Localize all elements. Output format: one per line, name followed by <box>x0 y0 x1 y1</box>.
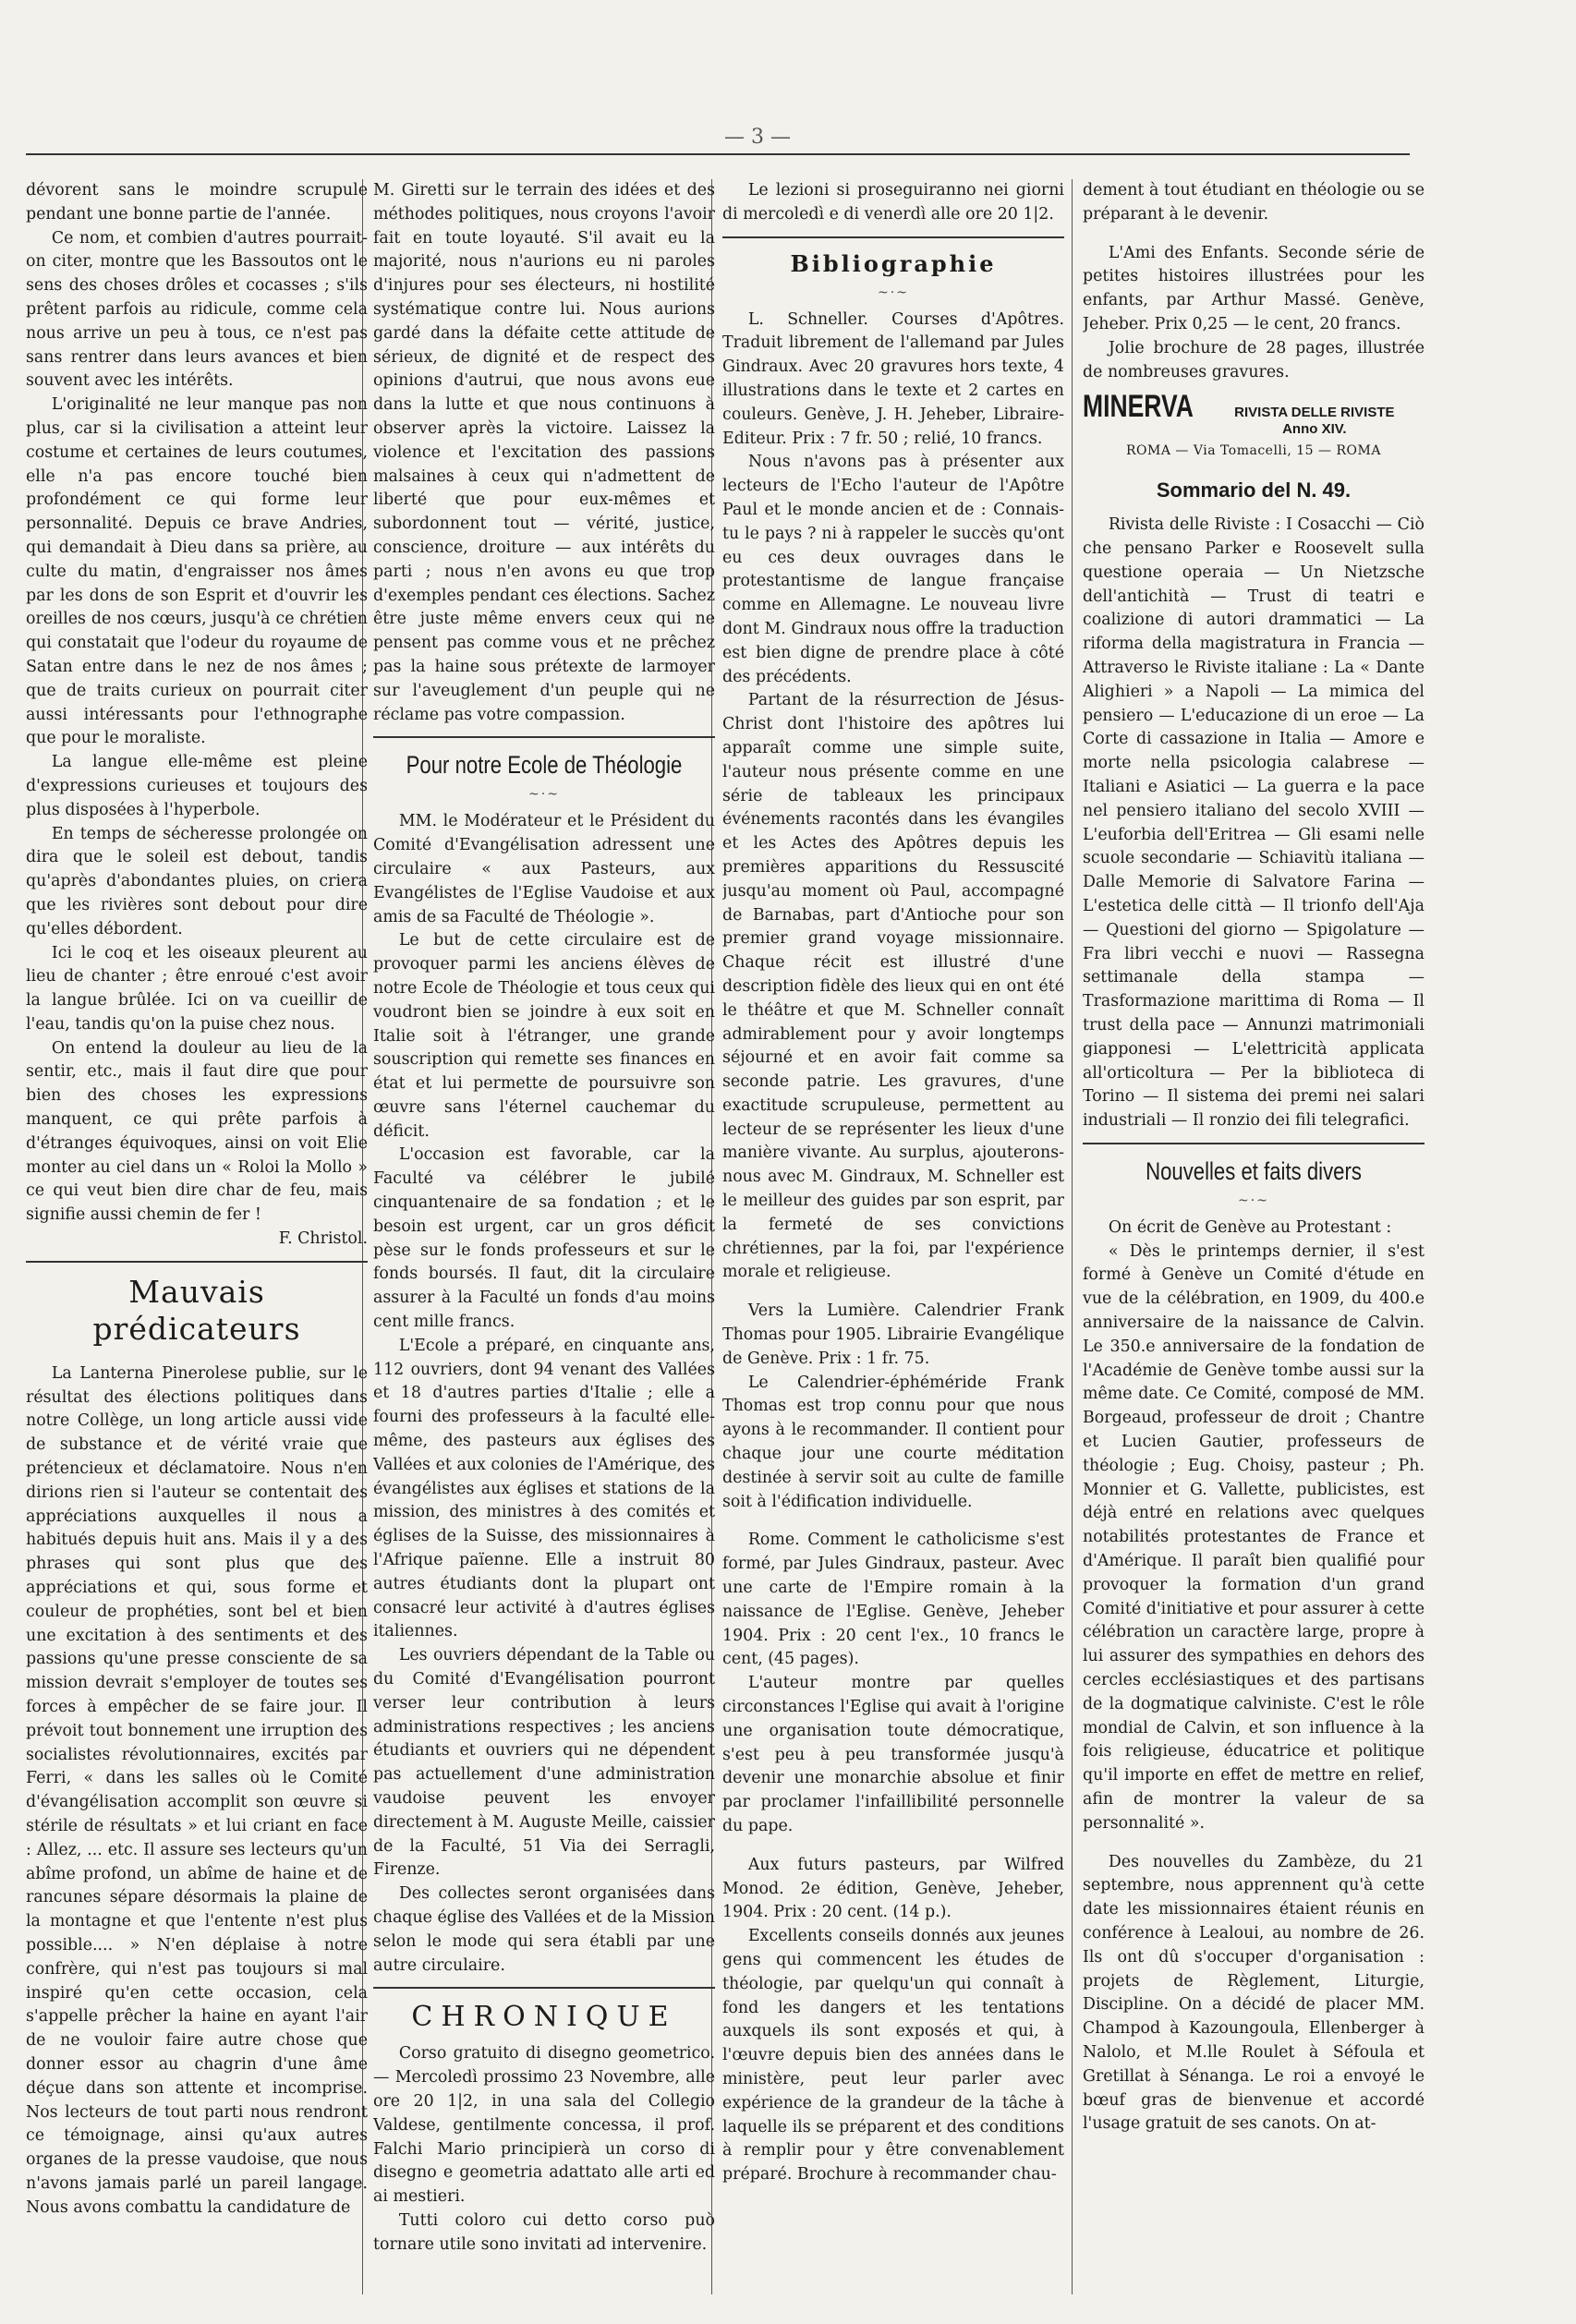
ornament-divider: ~·~ <box>1238 1192 1269 1208</box>
paragraph: Jolie brochure de 28 pages, illustrée de nombreuses gravures. <box>1083 338 1424 381</box>
paragraph: La Lanterna Pinerolese publie, sur le résultat des élections politiques dans notre Collège, un long article aussi vide de substance et de vérité vraie que prétencieux et déclamatoire. Nous n'en dirions rien si l'auteur se contentait des appréciations auxquelles il nous a habitués depuis huit ans. Mais il y a des phrases qui sont plus que des appréciations et qui, sous forme et couleur de prophéties, sont bel et bien une excitation à des sentiments et des passions qu'une presse consciente de sa mission devrait s'employer de toutes ses forces à empêcher de se faire jour. Il prévoit tout bonnement une irruption des socialistes révolutionnaires, excités par Ferri, « dans les salles où le Comité d'évangélisation accomplit son œuvre si stérile de résultats » et lui criant en face : Allez, ... etc. Il assure ses lecteurs qu'un abîme profond, un abîme de haine et de rancunes sépare désormais la plaine de la montagne et que l'entente n'est plus possible.... » N'en déplaise à notre confrère, qui n'est pas toujours si mal inspiré qu'en cette occasion, cela s'appelle prêcher la haine en ayant l'air de ne vouloir faire autre chose que donner essor au chagrin d'une âme déçue dans son attente et incomprise. Nos lecteurs de tout parti nous rendront ce témoignage, ainsi qu'aux autres organes de la presse vaudoise, que nous n'avons jamais parlé un pareil langage. Nous avons combattu la candidature de <box>26 1363 368 2217</box>
paragraph: L'auteur montre par quelles circonstances l'Eglise qui avait à l'origine une organisation toute démocratique, s'est peu à peu transformée jusqu'à devenir une monarchie absolue et finir par proclamer l'infaillibilité personnelle du pape. <box>722 1674 1064 1835</box>
paragraph: Le lezioni si proseguiranno nei giorni di mercoledì e di venerdì alle ore 20 1|2. <box>722 181 1064 224</box>
column-4 <box>1083 179 1424 2294</box>
paragraph: L'Ami des Enfants. Seconde série de petites histoires illustrées pour les enfants, par Arthur Massé. Genève, Jeheber. Prix 0,25 — le cent, 20 francs. <box>1083 243 1424 333</box>
paragraph: Des collectes seront organisées dans chaque église des Vallées et de la Mission selon le mode qui sera établi par une autre circulaire. <box>373 1884 715 1975</box>
column-3 <box>722 179 1064 2294</box>
paragraph: Aux futurs pasteurs, par Wilfred Monod. 2e édition, Genève, Jeheber, 1904. Prix : 20 cent. (14 p.). <box>722 1855 1064 1922</box>
paragraph: En temps de sécheresse prolongée on dira que le soleil est debout, tandis qu'après d'abondantes pluies, on criera que les rivières sont debout pour dire qu'elles débordent. <box>26 824 368 938</box>
paragraph: Vers la Lumière. Calendrier Frank Thomas pour 1905. Librairie Evangélique de Genève. Prix : 1 fr. 75. <box>722 1301 1064 1368</box>
minerva-year: Anno XIV. <box>1282 421 1347 438</box>
paragraph: La langue elle-même est pleine d'expressions curieuses et toujours des plus disposées à l'hyperbole. <box>26 753 368 819</box>
paragraph: On entend la douleur au lieu de la sentir, etc., mais il faut dire que pour bien des choses les expressions manquent, ce qui prête parfois à d'étranges équivoques, ainsi on voit Elie monter au ciel dans un « Roloi la Mollo » ce qui veut bien dire char de feu, mais signifie aussi chemin de fer ! <box>26 1038 368 1225</box>
section-heading: CHRONIQUE <box>411 2001 677 2034</box>
column-1 <box>26 179 368 2294</box>
column-2 <box>373 179 715 2294</box>
paragraph: Rome. Comment le catholicisme s'est formé, par Jules Gindraux, pasteur. Avec une carte de l'Empire romain à la naissance de l'Eglise. Genève, Jeheber 1904. Prix : 20 cent l'ex., 10 francs le cent, (45 pages). <box>722 1531 1064 1669</box>
paragraph: Nous n'avons pas à présenter aux lecteurs de l'Echo l'auteur de l'Apôtre Paul et le monde ancien et de : Connais-tu le pays ? ni à rappeler le succès qu'ont eu ces deux ouvrages dans le protestantisme de langue française comme en Allemagne. Le nouveau livre dont M. Gindraux nous offre la traduction est bien digne de prendre place à côté des précédents. <box>722 453 1064 686</box>
minerva-masthead <box>1083 389 1424 438</box>
paragraph: Partant de la résurrection de Jésus-Christ dont l'histoire des apôtres lui apparaît comme une simple suite, l'auteur nous présente comme en une série de tableaux les principaux événements racontés dans les évangiles et les Actes des Apôtres depuis les premières apparitions du Ressuscité jusqu'au moment où Paul, accompagné de Barnabas, part d'Antioche pour son premier grand voyage missionnaire. Chaque récit est illustré d'une description fidèle des lieux qui en ont été le théâtre et que M. Schneller connaît admirablement pour y avoir longtemps séjourné et en avoir fait comme sa seconde patrie. Les gravures, d'une exactitude scrupuleuse, permettent au lecteur de se représenter les lieux d'une manière vivante. Au surplus, ajouterons-nous avec M. Gindraux, M. Schneller est le meilleur des guides par son esprit, par la fermeté de ses convictions chrétiennes, par la foi, par l'expérience morale et religieuse. <box>722 691 1064 1282</box>
section-rule <box>26 1261 368 1263</box>
section-rule <box>373 736 715 738</box>
ornament-divider: ~·~ <box>878 284 909 300</box>
signature: F. Christol. <box>278 1229 368 1249</box>
ornament-divider: ~·~ <box>528 787 560 803</box>
section-heading: Pour notre Ecole de Théologie <box>406 751 683 780</box>
section-heading: Nouvelles et faits divers <box>1146 1156 1362 1185</box>
minerva-subtitle: RIVISTA DELLE RIVISTE <box>1234 405 1395 421</box>
page-number: — 3 — <box>724 126 791 149</box>
paragraph: L. Schneller. Courses d'Apôtres. Traduit librement de l'allemand par Jules Gindraux. Avec 20 gravures hors texte, 4 illustrations dans le texte et 2 cartes en couleurs. Genève, J. H. Jeheber, Libraire-Editeur. Prix : 7 fr. 50 ; relié, 10 francs. <box>722 309 1064 448</box>
minerva-address: ROMA — Via Tomacelli, 15 — ROMA <box>1126 443 1381 459</box>
section-heading: Bibliographie <box>790 249 997 277</box>
paragraph: Le but de cette circulaire est de provoquer parmi les anciens élèves de notre Ecole de Théologie et tous ceux qui voudront bien se joindre à eux soit en Italie soit à l'étranger, une grande souscription qui remette ses finances en état et lui permette de poursuivre son œuvre sans l'éternel cauchemar du déficit. <box>373 931 715 1141</box>
column-separator <box>1072 179 1073 2294</box>
paragraph: MM. le Modérateur et le Président du Comité d'Evangélisation adressent une circulaire « aux Pasteurs, aux Evangélistes de l'Eglise Vaudoise et aux amis de sa Faculté de Théologie ». <box>373 812 715 926</box>
paragraph: L'originalité ne leur manque pas non plus, car si la civilisation a atteint leur costume et certaines de leurs coutumes, elle n'a pas encore touché bien profondément ce qui forme leur personnalité. Depuis ce brave Andries, qui demandait à Dieu dans sa prière, au culte du matin, d'engraisser nos âmes par les dons de son Esprit et d'ouvrir les oreilles de nos cœurs, jusqu'à ce chrétien qui constatait que l'odeur du royaume de Satan entre dans le nez de nos âmes ; que de traits curieux on pourrait citer aussi intéressants pour l'ethnographe que pour le moraliste. <box>26 395 368 748</box>
paragraph: On écrit de Genève au Protestant : <box>1108 1217 1392 1237</box>
paragraph: dement à tout étudiant en théologie ou se préparant à le devenir. <box>1083 181 1424 224</box>
section-heading: Mauvais prédicateurs <box>92 1273 301 1347</box>
paragraph: Ici le coq et les oiseaux pleurent au lieu de chanter ; être enroué c'est avoir la langue brûlée. Ici on va cueillir de l'eau, tandis qu'on la puise chez nous. <box>26 943 368 1034</box>
top-rule <box>26 153 1410 155</box>
paragraph: Ce nom, et combien d'autres pourrait-on citer, montre que les Bassoutos ont le sens des choses drôles et cocasses ; s'ils prêtent parfois au ridicule, comme cela nous arrive un peu à tous, ce n'est pas sans rentrer dans leurs avances et bien souvent avec les intérêts. <box>26 228 368 391</box>
paragraph: Rivista delle Riviste : I Cosacchi — Ciò che pensano Parker e Roosevelt sulla questione operaia — Un Nietzsche dell'antichità — Trust di teatri e coalizione di autori drammatici — La riforma della magistratura in Francia — Attraverso le Riviste italiane : La « Dante Alighieri » a Napoli — La mimica del pensiero — L'educazione di un eroe — La Corte di cassazione in Italia — Amore e morte nella psicologia calabrese — Italiani e Asiatici — La guerra e la pace nel pensiero italiano del secolo XVIII — L'euforbia dell'Eritrea — Gli esami nelle scuole secondarie — Schiavitù italiana — Dalle Memorie di Salvatore Farina — L'estetica delle città — Il trionfo dell'Aja — Questioni del giorno — Spigolature — Fra libri vecchi e nuovi — Rassegna settimanale della stampa — Trasformazione marittima di Roma — Il trust della pace — Annunzi matrimoniali giapponesi — L'elettricità applicata all'orticoltura — Per la biblioteca di Torino — Il sistema dei premi nei salari industriali — Il ronzio dei fili telegrafici. <box>1083 515 1424 1131</box>
sommario-heading: Sommario del N. 49. <box>1156 478 1352 502</box>
paragraph: Les ouvriers dépendant de la Table ou du Comité d'Evangélisation pourront verser leur contribution à leurs administrations respectives ; les anciens étudiants et ouvriers qui ne dépendent pas actuellement d'une administration vaudoise peuvent les envoyer directement à M. Auguste Meille, caissier de la Faculté, 51 Via dei Serragli, Firenze. <box>373 1646 715 1880</box>
paragraph: dévorent sans le moindre scrupule pendant une bonne partie de l'année. <box>26 181 368 224</box>
section-rule <box>373 1987 715 1989</box>
minerva-title: MINERVA <box>1083 389 1194 425</box>
paragraph: Excellents conseils donnés aux jeunes gens qui commencent les études de théologie, par quelqu'un qui connaît à fond les dangers et les tentations auxquels ils sont exposés et qui, à l'œuvre depuis bien des années dans le ministère, peut leur parler avec expérience de la grandeur de la tâche à laquelle ils se préparent et des conditions à remplir pour y être convenablement préparé. Brochure à recommander chau- <box>722 1927 1064 2185</box>
paragraph: Des nouvelles du Zambèze, du 21 septembre, nous apprennent qu'à cette date les missionnaires étaient réunis en conférence à Lealoui, au nombre de 26. Ils ont dû s'occuper d'organisation : projets de Règlement, Liturgie, Discipline. On a décidé de placer MM. Champod à Kazoungoula, Ellenberger à Nalolo, et M.lle Roulet à Séfoula et Gretillat à Sénanga. Le roi a envoyé le bœuf gras de bienvenue et accordé l'usage gratuit de ses canots. On at- <box>1083 1852 1424 2134</box>
section-rule <box>722 236 1064 238</box>
paragraph: Le Calendrier-éphéméride Frank Thomas est trop connu pour que nous ayons à le recommander. Il contient pour chaque jour une courte méditation destinée à servir soit au culte de famille soit à l'édification individuelle. <box>722 1373 1064 1511</box>
section-rule <box>1083 1143 1424 1144</box>
paragraph: L'Ecole a préparé, en cinquante ans, 112 ouvriers, dont 94 venant des Vallées et 18 d'autres parties d'Italie ; elle a fourni des professeurs à la faculté elle-même, des pasteurs aux églises des Vallées et aux colonies de l'Amérique, des évangélistes aux églises et stations de la mission, des ministres à des comités et églises de la Suisse, des missionnaires à l'Afrique païenne. Elle a instruit 80 autres étudiants dont la plupart ont consacré leur activité à d'autres églises italiennes. <box>373 1336 715 1641</box>
paragraph: Corso gratuito di disegno geometrico. — Mercoledì prossimo 23 Novembre, alle ore 20 1|2, in una sala del Collegio Valdese, gentilmente concessa, il prof. Falchi Mario principierà un corso di disegno e geometria adattato alle arti ed ai mestieri. <box>373 2044 715 2207</box>
paragraph: Tutti coloro cui detto corso può tornare utile sono invitati ad intervenire. <box>373 2210 715 2254</box>
paragraph: M. Giretti sur le terrain des idées et des méthodes politiques, nous croyons l'avoir fait en toute loyauté. S'il avait eu la majorité, nous n'aurions eu ni paroles d'injures pour ses électeurs, ni hostilité systématique contre lui. Nous aurions gardé dans la défaite cette attitude de sérieux, de dignité et de respect des opinions d'autrui, que nous avons eue dans la lutte et que nous continuons à observer après la victoire. Laissez la violence et l'excitation des passions malsaines à ceux qui n'admettent de liberté que pour eux-mêmes et subordonnent tout — vérité, justice, conscience, droiture — aux intérêts du parti ; nous n'en avons eu que trop d'exemples pendant ces élections. Sachez être juste même envers ceux qui ne pensent pas comme vous et ne prêchez pas la haine sous prétexte de larmoyer sur l'aveuglement d'un peuple qui ne réclame pas votre compassion. <box>373 181 715 724</box>
paragraph: L'occasion est favorable, car la Faculté va célébrer le jubilé cinquantenaire de sa fondation ; et le besoin est urgent, car un gros déficit pèse sur le fonds professeurs et sur le fonds boursés. Il faut, dit la circulaire assurer à la Faculté un fonds d'au moins cent mille francs. <box>373 1145 715 1332</box>
paragraph: « Dès le printemps dernier, il s'est formé à Genève un Comité d'étude en vue de la célébration, en 1909, du 400.e anniversaire de la naissance de Calvin. Le 350.e anniversaire de la fondation de l'Académie de Genève tombe aussi sur la même date. Ce Comité, composé de MM. Borgeaud, professeur de droit ; Chantre et Lucien Gautier, professeurs de théologie ; Eug. Choisy, pasteur ; Ph. Monnier et G. Vallette, publicistes, est déjà entré en relations avec quelques notabilités protestantes de France et d'Amérique. Il paraît bien qualifié pour provoquer la formation d'un grand Comité d'initiative et pour assurer à cette célébration un caractère large, propre à lui assurer des sympathies en dehors des cercles ecclésiastiques et des partisans de la dogmatique calviniste. C'est le rôle mondial de Calvin, et son influence à la fois religieuse, éducatrice et politique qu'il importe en effet de mettre en relief, afin de montrer la valeur de sa personnalité ». <box>1083 1241 1424 1833</box>
